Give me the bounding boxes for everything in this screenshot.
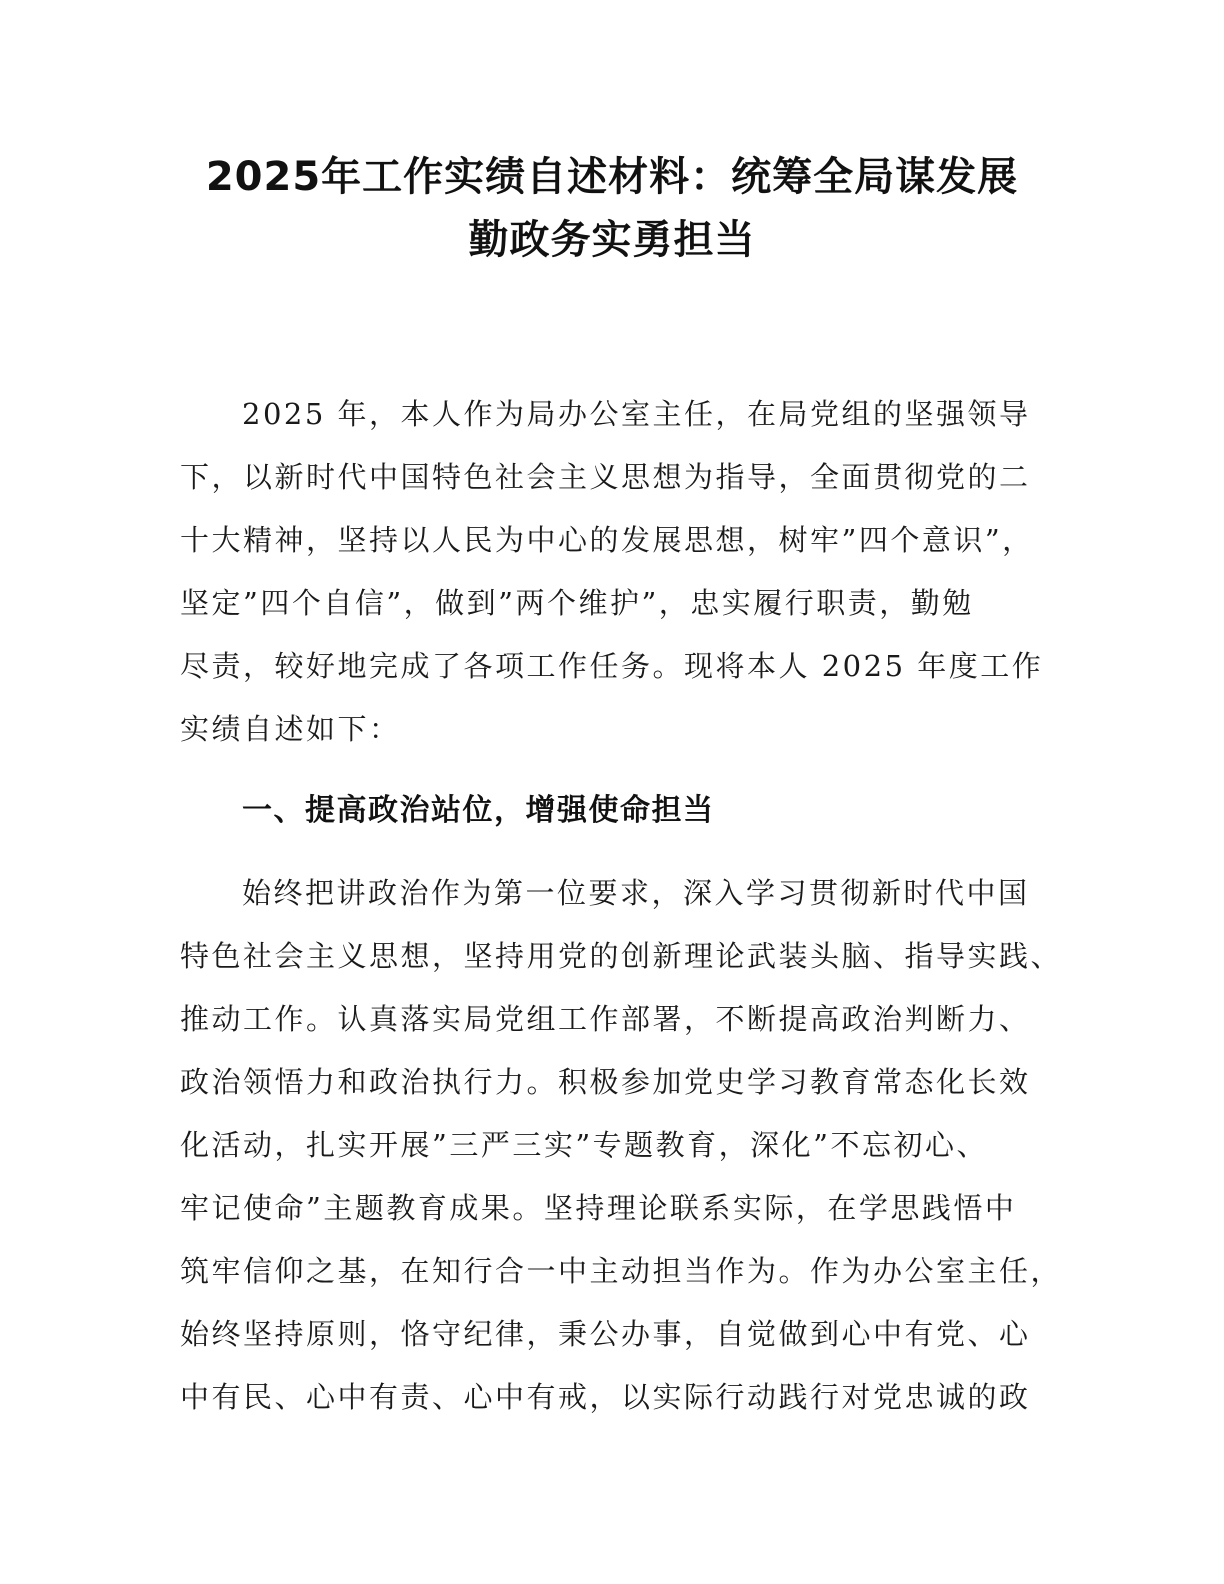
paragraph-line: 特色社会主义思想，坚持用党的创新理论武装头脑、指导实践、 — [180, 939, 1063, 973]
section-heading: 一、提高政治站位，增强使命担当 — [242, 793, 715, 828]
paragraph-line: 坚定”四个自信”，做到”两个维护”，忠实履行职责，勤勉 — [180, 586, 974, 620]
paragraph-line: 推动工作。认真落实局党组工作部署，不断提高政治判断力、 — [180, 1002, 1031, 1036]
paragraph-line: 十大精神，坚持以人民为中心的发展思想，树牢”四个意识”， — [180, 523, 1034, 557]
paragraph-line: 尽责，较好地完成了各项工作任务。现将本人 2025 年度工作 — [180, 649, 1044, 683]
paragraph-line: 2025 年，本人作为局办公室主任，在局党组的坚强领导 — [242, 397, 1031, 431]
paragraph-line: 始终把讲政治作为第一位要求，深入学习贯彻新时代中国 — [242, 876, 1030, 910]
document-title-line-2: 勤政务实勇担当 — [468, 217, 756, 263]
paragraph-line: 始终坚持原则，恪守纪律，秉公办事，自觉做到心中有党、心 — [180, 1317, 1031, 1351]
document-title-line-1: 2025年工作实绩自述材料：统筹全局谋发展 — [205, 154, 1019, 200]
paragraph-line: 牢记使命”主题教育成果。坚持理论联系实际，在学思践悟中 — [180, 1191, 1017, 1225]
paragraph-line: 化活动，扎实开展”三严三实”专题教育，深化”不忘初心、 — [180, 1128, 988, 1162]
paragraph-line: 下，以新时代中国特色社会主义思想为指导，全面贯彻党的二 — [180, 460, 1031, 494]
paragraph-line: 实绩自述如下： — [180, 712, 401, 746]
paragraph-line: 政治领悟力和政治执行力。积极参加党史学习教育常态化长效 — [180, 1065, 1031, 1099]
paragraph-line: 中有民、心中有责、心中有戒，以实际行动践行对党忠诚的政 — [180, 1380, 1031, 1414]
paragraph-line: 筑牢信仰之基，在知行合一中主动担当作为。作为办公室主任， — [180, 1254, 1063, 1288]
